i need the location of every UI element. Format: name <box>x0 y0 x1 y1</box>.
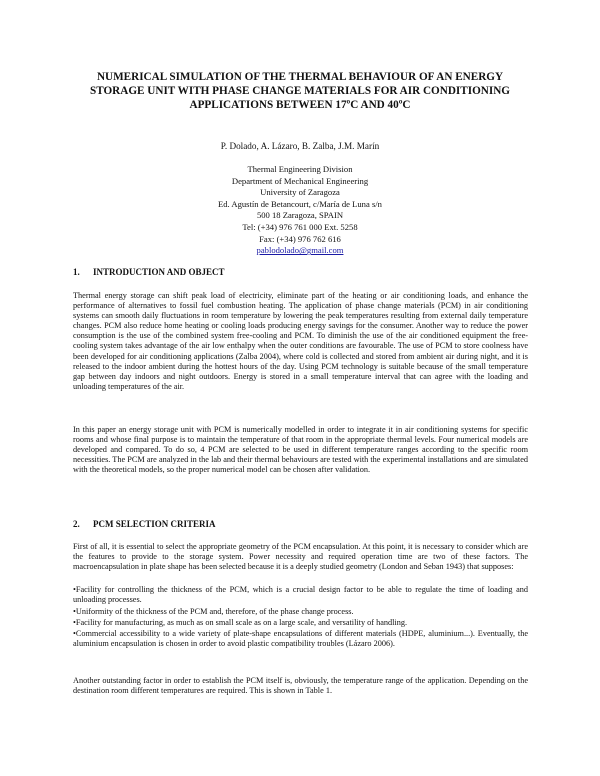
paragraph: Another outstanding factor in order to establish the PCM itself is, obviously, the temperature range of the application. Depending on the destination room different temperatures are required. This is shown in Table 1. <box>73 676 528 696</box>
affiliation-line: Fax: (+34) 976 762 616 <box>259 233 341 244</box>
section-number: 2. <box>73 519 80 529</box>
email-link[interactable]: pablodolado@gmail.com <box>256 245 344 256</box>
title-line: APPLICATIONS BETWEEN 17ºC AND 40ºC <box>189 99 411 111</box>
section-heading-introduction <box>73 266 225 278</box>
bullet-item: •Facility for controlling the thickness of the PCM, which is a crucial design factor to be able to regulate the time of loading and unloading processes. <box>73 585 528 605</box>
author-list: P. Dolado, A. Lázaro, B. Zalba, J.M. Marín <box>220 141 380 151</box>
affiliation-line: Department of Mechanical Engineering <box>231 175 369 186</box>
title-line: STORAGE UNIT WITH PHASE CHANGE MATERIALS FOR AIR CONDITIONING <box>89 85 511 97</box>
affiliation-line: 500 18 Zaragoza, SPAIN <box>256 210 344 221</box>
paragraph: In this paper an energy storage unit with PCM is numerically modelled in order to integrate it in air conditioning systems for specific rooms and whose final purpose is to maintain the temperature of that room in the appropriate thermal levels. Four numerical models are developed and compared. To do so, 4 PCM are selected to be used in different temperature ranges according to the specific room necessities. The PCM are analyzed in the lab and their thermal behaviours are tested with the experimental installations and are simulated with the theoretical models, so the proper numerical model can be chosen after validation. <box>73 425 528 475</box>
section-title: PCM SELECTION CRITERIA <box>93 519 216 529</box>
paper-title <box>60 70 540 112</box>
bullet-item: •Facility for manufacturing, as much as on small scale as on a large scale, and versatility of handling. <box>73 618 408 627</box>
section-heading-pcm-selection <box>73 518 216 530</box>
section-title: INTRODUCTION AND OBJECT <box>93 267 225 277</box>
bullet-item: •Uniformity of the thickness of the PCM and, therefore, of the phase change process. <box>73 607 354 616</box>
paragraph: First of all, it is essential to select the appropriate geometry of the PCM encapsulation. At this point, it is necessary to consider which are the features to provide to the storage system. Power necessity and required operation time are two of these factors. The macroencapsulation in plate shape has been selected because it is a deeply studied geometry (London and Seban 1943) that supposes: <box>73 542 528 572</box>
affiliation-line: Ed. Agustín de Betancourt, c/María de Luna s/n <box>218 198 382 209</box>
affiliation-line: Thermal Engineering Division <box>247 164 353 174</box>
bullet-item: •Commercial accessibility to a wide variety of plate-shape encapsulations of different materials (HDPE, aluminium...). Eventually, the aluminium encapsulation is chosen in order to avoid plastic compatibility troubles (Lázaro 2006). <box>73 629 528 649</box>
title-line: NUMERICAL SIMULATION OF THE THERMAL BEHAVIOUR OF AN ENERGY <box>96 71 504 83</box>
affiliation-block <box>100 164 500 257</box>
paragraph: Thermal energy storage can shift peak load of electricity, eliminate part of the heating or air conditioning loads, and enhance the performance of alternatives to fossil fuel combustion heating. The application of phase change materials (PCM) in air conditioning systems can smooth daily fluctuations in room temperature by lowering the peak temperatures resulting from external daily temperature changes. PCM also reduce home heating or cooling loads producing energy savings for the consumer. Another way to reduce the power consumption is the use of the combined system free-cooling and PCM. To diminish the use of the air conditioned equipment the free-cooling system takes advantage of the air low enthalpy when the outer conditions are favourable. The use of PCM to store coolness have been developed for air conditioning applications (Zalba 2004), where cold is collected and stored from ambient air during night, and it is released to the indoor ambient during the hottest hours of the day. Using PCM technology is suitable because of the small temperature gap between day indoors and night outdoors. Energy is stored in a small temperature interval that can agree with the loading and unloading temperatures of the air. <box>73 291 528 391</box>
affiliation-line: Tel: (+34) 976 761 000 Ext. 5258 <box>242 221 358 232</box>
section-number: 1. <box>73 267 80 277</box>
affiliation-line: University of Zaragoza <box>260 187 340 198</box>
